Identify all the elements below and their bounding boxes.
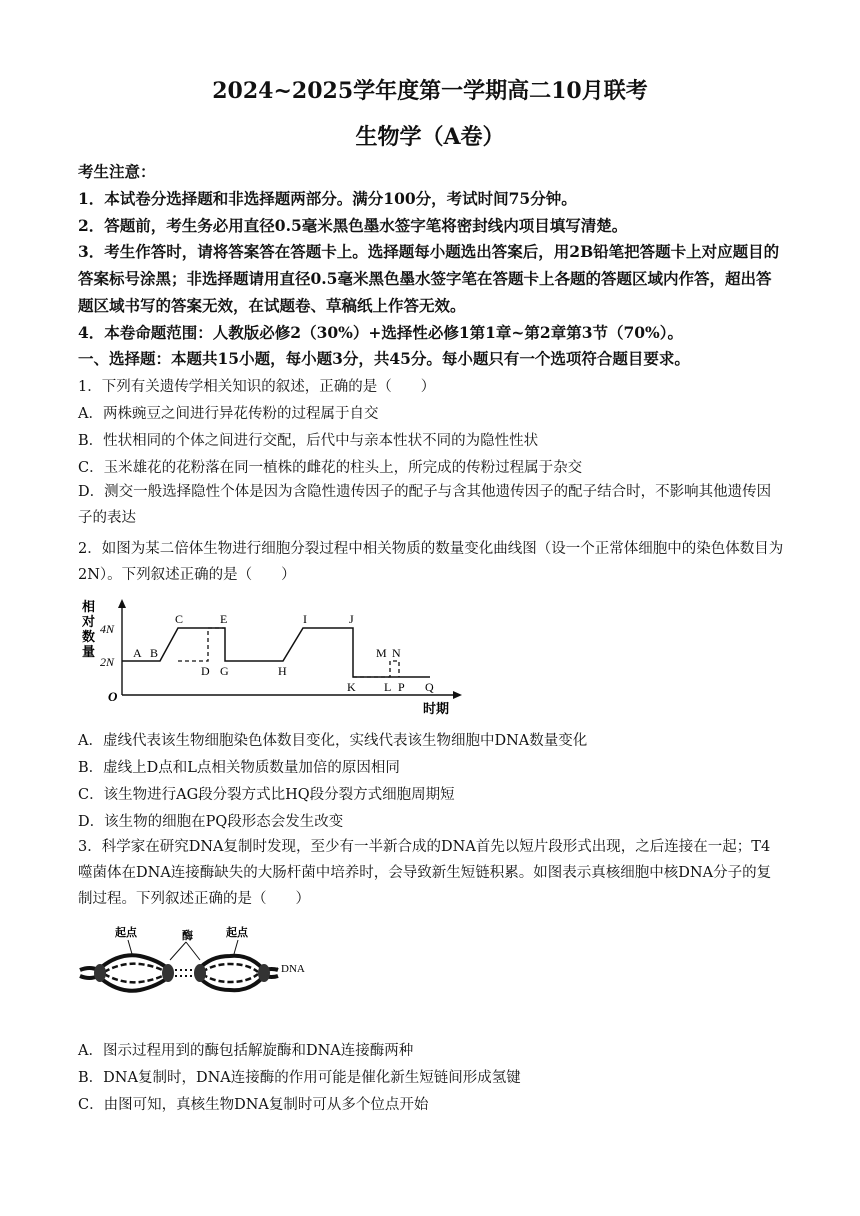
origin-label-left: 起点 (115, 927, 137, 939)
dna-label: DNA (281, 963, 305, 975)
notice-item-3: 3．考生作答时，请将答案答在答题卡上。选择题每小题选出答案后，用2B铅笔把答题卡上对应题目的答案标号涂黑；非选择题请用直径0.5毫米黑色墨水签字笔在答题卡上各题的答题区域内作答，超出答题区域书写的答案无效，在试题卷、草稿纸上作答无效。 (78, 242, 780, 315)
section-heading: 一、选择题：本题共15小题，每小题3分，共45分。每小题只有一个选项符合题目要求。 (78, 349, 690, 368)
notice-item-4: 4．本卷命题范围：人教版必修2（30%）+选择性必修1第1章~第2章第3节（70%）。 (78, 323, 684, 342)
enzyme-label: 酶 (182, 930, 193, 942)
question-2-stem: 2．如图为某二倍体生物进行细胞分裂过程中相关物质的数量变化曲线图（设一个正常体细胞中的染色体数目为2N）。下列叙述正确的是（ ） (78, 541, 784, 583)
question-1-option-b: B．性状相同的个体之间进行交配，后代中与亲本性状不同的为隐性性状 (78, 433, 539, 449)
svg-text:B: B (150, 646, 159, 660)
y-tick-2n: 2N (100, 655, 115, 669)
dashed-curve (178, 628, 225, 661)
question-3-stem: 3．科学家在研究DNA复制时发现，至少有一半新合成的DNA首先以短片段形式出现，之后连接在一起；T4噬菌体在DNA连接酶缺失的大肠杆菌中培养时，会导致新生短链积累。如图表示真核细胞中核DNA分子的复制过程。下列叙述正确的是（ ） (78, 839, 772, 907)
svg-text:I: I (303, 612, 307, 626)
origin-label: O (108, 689, 118, 704)
notice-item-1: 1．本试卷分选择题和非选择题两部分。满分100分，考试时间75分钟。 (78, 189, 577, 208)
svg-text:D: D (201, 664, 210, 678)
svg-text:C: C (175, 612, 184, 626)
question-1-option-c: C．玉米雄花的花粉落在同一植株的雌花的柱头上，所完成的传粉过程属于杂交 (78, 460, 583, 476)
question-2-option-b: B．虚线上D点和L点相关物质数量加倍的原因相同 (78, 760, 400, 776)
cell-division-graph (70, 595, 470, 725)
svg-text:M: M (376, 646, 387, 660)
svg-text:J: J (349, 612, 354, 626)
svg-text:N: N (392, 646, 401, 660)
exam-title: 2024~2025学年度第一学期高二10月联考 (212, 78, 648, 104)
question-3-option-a: A．图示过程用到的酶包括解旋酶和DNA连接酶两种 (78, 1043, 414, 1059)
question-2-option-a: A．虚线代表该生物细胞染色体数目变化，实线代表该生物细胞中DNA数量变化 (78, 733, 588, 749)
question-2-option-c: C．该生物进行AG段分裂方式比HQ段分裂方式细胞周期短 (78, 787, 455, 803)
origin-label-right: 起点 (226, 927, 248, 939)
y-tick-4n: 4N (100, 622, 115, 636)
x-axis-label: 时期 (423, 701, 450, 716)
question-1-stem: 1．下列有关遗传学相关知识的叙述，正确的是（ ） (78, 379, 436, 395)
question-1-option-d: D．测交一般选择隐性个体是因为含隐性遗传因子的配子与含其他遗传因子的配子结合时，不影响其他遗传因子的表达 (78, 484, 772, 526)
question-3-option-c: C．由图可知，真核生物DNA复制时可从多个位点开始 (78, 1097, 429, 1113)
svg-text:A: A (133, 646, 142, 660)
dna-replication-diagram (78, 922, 338, 1012)
exam-subtitle: 生物学（A卷） (355, 124, 505, 150)
svg-text:K: K (347, 680, 356, 694)
notice-heading: 考生注意： (78, 162, 156, 181)
y-axis-label: 相对数量 (82, 599, 96, 659)
question-3-option-b: B．DNA复制时，DNA连接酶的作用可能是催化新生短链间形成氢键 (78, 1070, 521, 1086)
svg-text:E: E (220, 612, 228, 626)
question-2-option-d: D．该生物的细胞在PQ段形态会发生改变 (78, 814, 344, 830)
svg-text:G: G (220, 664, 229, 678)
svg-text:Q: Q (425, 680, 434, 694)
notice-item-2: 2．答题前，考生务必用直径0.5毫米黑色墨水签字笔将密封线内项目填写清楚。 (78, 216, 628, 235)
svg-text:P: P (398, 680, 405, 694)
question-1-option-a: A．两株豌豆之间进行异花传粉的过程属于自交 (78, 406, 379, 422)
svg-text:L: L (384, 680, 392, 694)
svg-text:H: H (278, 664, 287, 678)
